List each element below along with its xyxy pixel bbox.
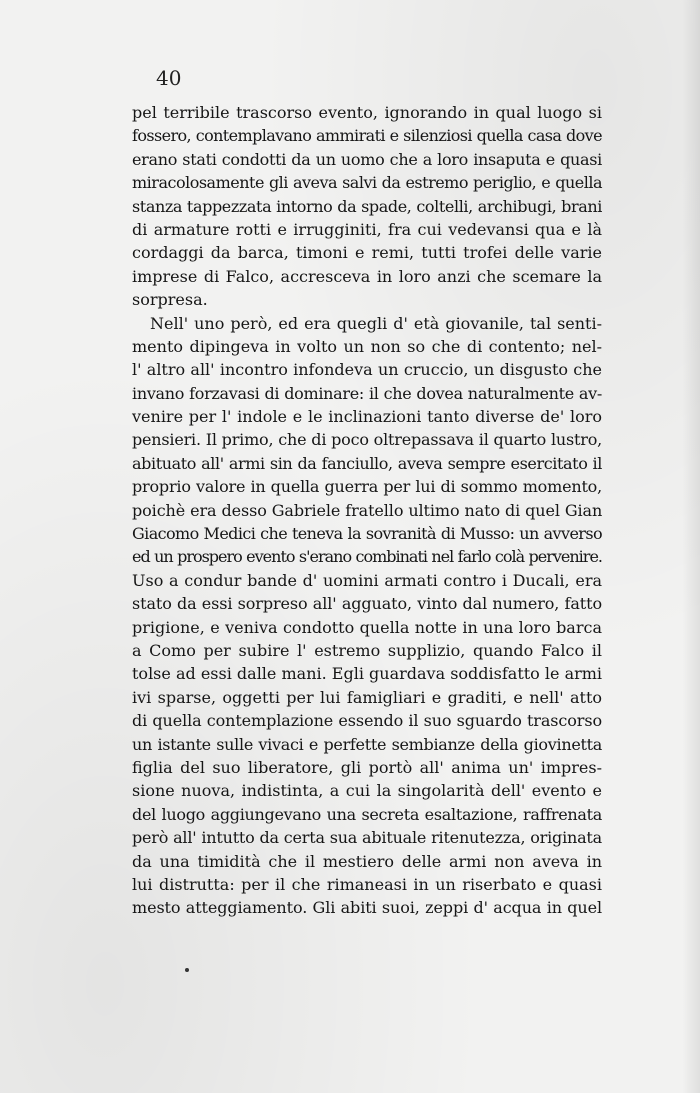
text-line: Giacomo Medici che teneva la sovranità di Musso: un avverso — [132, 524, 602, 544]
text-line: mesto atteggiamento. Gli abiti suoi, zeppi d' acqua in quel — [132, 898, 602, 918]
ink-speck — [185, 968, 189, 972]
text-line: sione nuova, indistinta, a cui la singolarità dell' evento e — [132, 781, 602, 801]
text-line: però all' intutto da certa sua abituale ritenutezza, originata — [132, 828, 602, 848]
text-line: imprese di Falco, accresceva in loro anzi che scemare la — [132, 266, 602, 286]
text-line: prigione, e veniva condotto quella notte in una loro barca — [132, 617, 602, 637]
text-line: lui distrutta: per il che rimaneasi in un riserbato e quasi — [132, 874, 602, 894]
text-line: tolse ad essi dalle mani. Egli guardava soddisfatto le armi — [132, 664, 603, 684]
text-line: del luogo aggiungevano una secreta esaltazione, raffrenata — [132, 804, 602, 824]
text-line: poichè era desso Gabriele fratello ultimo nato di quel Gian — [132, 500, 603, 520]
body-text — [132, 101, 602, 920]
text-line: venire per l' indole e le inclinazioni tanto diverse de' loro — [132, 407, 602, 427]
text-line: invano forzavasi di dominare: il che dovea naturalmente av- — [132, 383, 602, 403]
text-line: stato da essi sorpreso all' agguato, vinto dal numero, fatto — [132, 594, 602, 614]
text-line: di armature rotti e irrugginiti, fra cui vedevansi qua e là — [132, 219, 602, 239]
text-line: miracolosamente gli aveva salvi da estremo periglio, e quella — [132, 173, 602, 193]
paragraph-start-line: Nell' uno però, ed era quegli d' età giovanile, tal senti- — [150, 313, 602, 333]
text-line: sorpresa. — [132, 290, 208, 310]
text-line: l' altro all' incontro infondeva un cruccio, un disgusto che — [132, 360, 602, 380]
text-line: cordaggi da barca, timoni e remi, tutti trofei delle varie — [132, 243, 602, 263]
text-line: ed un prospero evento s'erano combinati nel farlo colà pervenire. — [132, 547, 602, 567]
text-line: abituato all' armi sin da fanciullo, aveva sempre esercitato il — [132, 453, 602, 473]
page-number: 40 — [156, 66, 182, 90]
text-line: Uso a condur bande d' uomini armati contro i Ducali, era — [132, 570, 602, 590]
text-line: pel terribile trascorso evento, ignorando in qual luogo si — [132, 103, 602, 122]
text-line: pensieri. Il primo, che di poco oltrepassava il quarto lustro, — [132, 430, 603, 450]
page-edge-shadow — [682, 0, 700, 1093]
text-line: di quella contemplazione essendo il suo sguardo trascorso — [132, 711, 602, 731]
text-line: ivi sparse, oggetti per lui famigliari e graditi, e nell' atto — [132, 687, 602, 707]
text-line: figlia del suo liberatore, gli portò all' anima un' impres- — [132, 757, 602, 777]
text-line: da una timidità che il mestiero delle armi non aveva in — [132, 851, 602, 871]
text-line: a Como per subire l' estremo supplizio, quando Falco il — [132, 640, 602, 660]
text-line: mento dipingeva in volto un non so che di contento; nel- — [132, 336, 602, 356]
text-line: proprio valore in quella guerra per lui di sommo momento, — [132, 477, 602, 497]
text-line: fossero, contemplavano ammirati e silenziosi quella casa dove — [132, 126, 602, 146]
text-line: erano stati condotti da un uomo che a loro insaputa e quasi — [132, 149, 602, 169]
text-line: stanza tappezzata intorno da spade, coltelli, archibugi, brani — [132, 196, 602, 216]
text-line: un istante sulle vivaci e perfette sembianze della giovinetta — [132, 734, 602, 754]
